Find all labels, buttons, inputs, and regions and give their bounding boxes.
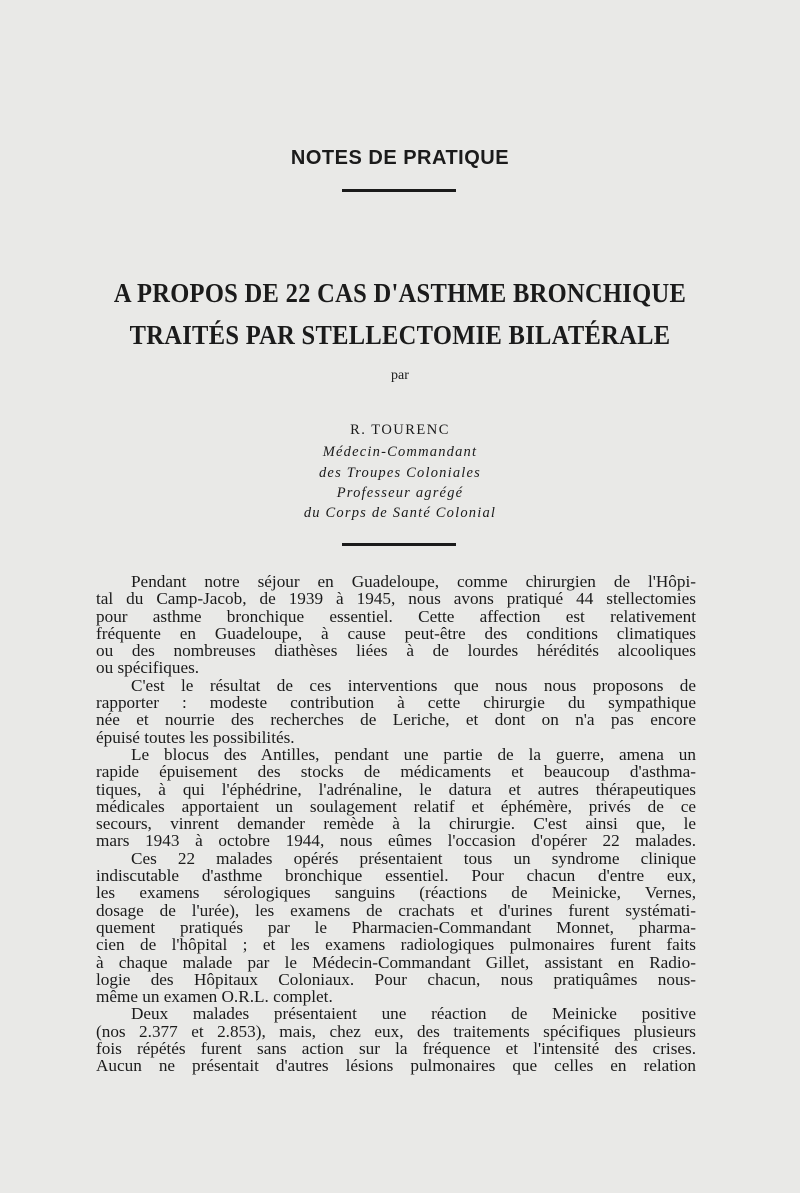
body-line: logie des Hôpitaux Coloniaux. Pour chacun, nous pratiquâmes nous- [96, 969, 696, 989]
body-line: tiques, à qui l'éphédrine, l'adrénaline, le datura et autres thérapeutiques [96, 779, 696, 799]
body-line: tal du Camp-Jacob, de 1939 à 1945, nous avons pratiqué 44 stellectomies [96, 589, 696, 609]
body-line: rapporter : modeste contribution à cette chirurgie du sympathique [96, 693, 696, 713]
body-line: indiscutable d'asthme bronchique essentiel. Pour chacun d'entre eux, [96, 866, 696, 886]
byline-par: par [391, 368, 409, 383]
body-line: Deux malades présentaient une réaction de Meinicke positive [131, 1004, 696, 1024]
author-affiliation: des Troupes Coloniales [318, 465, 481, 481]
author-affiliation: Professeur agrégé [336, 485, 464, 501]
body-line: mars 1943 à octobre 1944, nous eûmes l'occasion d'opérer 22 malades. [96, 831, 696, 851]
body-line: dosage de l'urée), les examens de crachats et d'urines furent systémati- [96, 900, 696, 920]
author-name: R. TOURENC [350, 422, 450, 438]
body-line: née et nourrie des recherches de Leriche, et dont on n'a pas encore [96, 710, 696, 730]
body-line: ou spécifiques. [96, 658, 200, 678]
author-affiliation: du Corps de Santé Colonial [303, 505, 497, 521]
top-divider [342, 189, 456, 192]
body-line: fois répétés furent sans action sur la fréquence et l'intensité des crises. [96, 1039, 696, 1059]
body-line: (nos 2.377 et 2.853), mais, chez eux, des traitements spécifiques plusieurs [96, 1021, 696, 1041]
article-body [96, 573, 696, 1075]
body-line: pour asthme bronchique essentiel. Cette affection est relativement [96, 606, 696, 626]
section-title: NOTES DE PRATIQUE [290, 147, 510, 169]
body-line: épuisé toutes les possibilités. [96, 727, 295, 747]
body-line: quement pratiqués par le Pharmacien-Commandant Monnet, pharma- [96, 917, 696, 937]
body-line: Ces 22 malades opérés présentaient tous un syndrome clinique [131, 848, 696, 868]
body-line: Pendant notre séjour en Guadeloupe, comme chirurgien de l'Hôpi- [131, 572, 696, 591]
article-title-line-2: TRAITÉS PAR STELLECTOMIE BILATÉRALE [129, 320, 671, 351]
article-title-line-1: A PROPOS DE 22 CAS D'ASTHME BRONCHIQUE [113, 278, 687, 309]
body-line: Aucun ne présentait d'autres lésions pulmonaires que celles en relation [96, 1056, 696, 1076]
body-line: secours, vinrent demander remède à la chirurgie. C'est ainsi que, le [96, 814, 696, 834]
body-line: ou des nombreuses diathèses liées à de lourdes hérédités alcooliques [96, 641, 696, 661]
body-line: médicales apportaient un soulagement relatif et éphémère, privés de ce [96, 796, 696, 816]
body-line: rapide épuisement des stocks de médicaments et beaucoup d'asthma- [96, 762, 696, 782]
bottom-divider [342, 543, 456, 546]
author-affiliation: Médecin-Commandant [322, 444, 478, 460]
body-line: à chaque malade par le Médecin-Commandant Gillet, assistant en Radio- [96, 952, 696, 972]
body-line: fréquente en Guadeloupe, à cause peut-être des conditions climatiques [96, 623, 696, 643]
body-line: cien de l'hôpital ; et les examens radiologiques pulmonaires furent faits [96, 935, 696, 955]
body-line: les examens sérologiques sanguins (réactions de Meinicke, Vernes, [96, 883, 696, 903]
body-line: Le blocus des Antilles, pendant une partie de la guerre, amena un [131, 744, 696, 764]
body-line: même un examen O.R.L. complet. [96, 987, 333, 1007]
body-line: C'est le résultat de ces interventions que nous nous proposons de [131, 675, 696, 695]
